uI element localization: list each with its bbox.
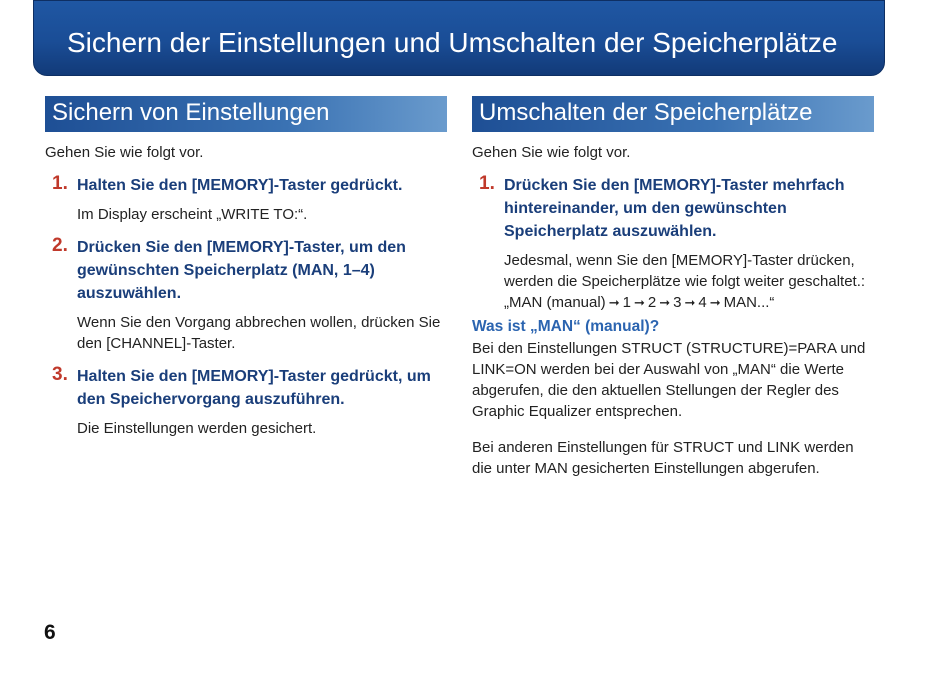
sequence-item: „MAN (manual) (504, 294, 606, 311)
intro-text: Gehen Sie wie folgt vor. (45, 144, 204, 161)
intro-text: Gehen Sie wie folgt vor. (472, 144, 631, 161)
page-title: Sichern der Einstellungen und Umschalten der Speicherplätze (67, 27, 838, 58)
arrow-right-icon: ➞ (608, 295, 620, 310)
step-description: Die Einstellungen werden gesichert. (77, 420, 317, 437)
step-number: 2. (52, 235, 68, 256)
subheading-man: Was ist „MAN“ (manual)? (472, 318, 660, 335)
step-item (45, 174, 447, 225)
step-number: 1. (52, 173, 68, 194)
section-switch-memory (472, 96, 874, 494)
step-number: 3. (52, 364, 68, 385)
arrow-right-icon: ➞ (659, 295, 671, 310)
step-item (472, 174, 874, 313)
arrow-right-icon: ➞ (709, 295, 721, 310)
step-description: Im Display erscheint „WRITE TO:“. (77, 206, 308, 223)
sequence-item: 1 (622, 294, 631, 311)
sequence-item: 2 (647, 294, 657, 311)
arrow-right-icon: ➞ (633, 295, 645, 310)
title-banner (33, 0, 885, 76)
step-item (45, 365, 447, 439)
sequence-item: 3 (673, 294, 682, 311)
arrow-right-icon: ➞ (684, 295, 696, 310)
sequence-item: MAN...“ (723, 294, 775, 311)
step-title: Drücken Sie den [MEMORY]-Taster, um den gewünschten Speicherplatz (MAN, 1–4) auszuwählen. (77, 239, 406, 302)
section-save-settings (45, 96, 447, 439)
section-heading-switch: Umschalten der Speicherplätze (472, 96, 874, 132)
memory-sequence (504, 292, 874, 313)
step-title: Halten Sie den [MEMORY]-Taster gedrückt, um den Speichervorgang auszuführen. (77, 368, 431, 408)
step-item (45, 236, 447, 354)
paragraph: Bei anderen Einstellungen für STRUCT und LINK werden die unter MAN gesicherten Einstellungen abgerufen. (472, 439, 854, 477)
paragraph: Bei den Einstellungen STRUCT (STRUCTURE)=PARA und LINK=ON werden bei der Auswahl von „MAN“ die Werte abgerufen, die den aktuellen Stellungen der Regler des Graphic Equalizer entsprechen. (472, 340, 866, 420)
step-title: Drücken Sie den [MEMORY]-Taster mehrfach hintereinander, um den gewünschten Speicherplatz auszuwählen. (504, 177, 845, 240)
step-number: 1. (479, 173, 495, 194)
step-description: Jedesmal, wenn Sie den [MEMORY]-Taster drücken, werden die Speicherplätze wie folgt weiter geschaltet.: (504, 252, 866, 290)
section-heading-save: Sichern von Einstellungen (45, 96, 447, 132)
step-title: Halten Sie den [MEMORY]-Taster gedrückt. (77, 177, 403, 194)
step-description: Wenn Sie den Vorgang abbrechen wollen, drücken Sie den [CHANNEL]-Taster. (77, 314, 441, 352)
sequence-item: 4 (698, 294, 707, 311)
page-number: 6 (44, 621, 56, 644)
